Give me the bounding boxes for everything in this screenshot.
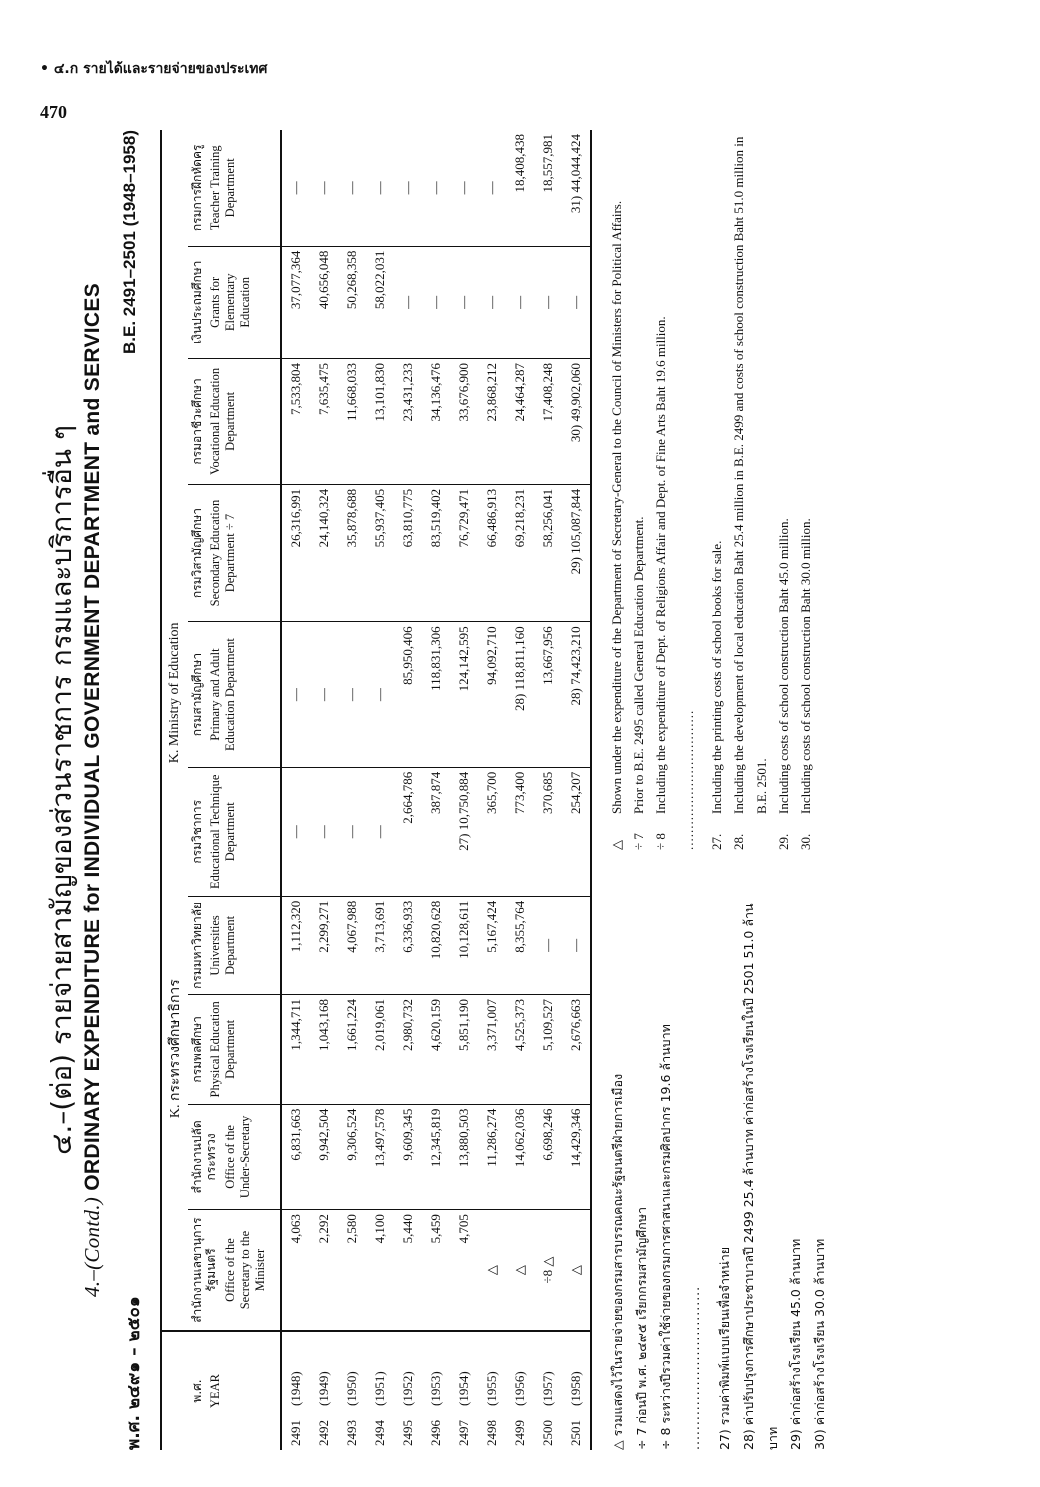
year-header-thai: พ.ศ.	[190, 1379, 204, 1403]
value-cell: ÷8 △	[534, 1210, 562, 1331]
value-cell: —	[478, 130, 506, 246]
title-english	[80, 130, 105, 1450]
value-cell: 11,668,033	[338, 358, 366, 484]
footnote-mark: 29.	[775, 833, 791, 850]
value-cell: 9,942,504	[310, 1104, 338, 1209]
footnote-mark: 28.	[731, 833, 747, 850]
value-cell: —	[450, 130, 478, 246]
column-header-english: Teacher Training Department	[208, 145, 238, 231]
footnote-text: Including the expenditure of Dept. of Religions Affair and Dept. of Fine Arts Baht 19.6 million.	[653, 316, 669, 814]
value-cell: 24,464,287	[506, 358, 534, 484]
column-header-english: Grants for Elementary Education	[208, 273, 253, 332]
year-ad: (1955)	[484, 1371, 499, 1406]
value-cell: 5,167,424	[478, 896, 506, 994]
column-header-10	[188, 130, 281, 246]
year-cell	[366, 1331, 394, 1450]
value-cell: 24,140,324	[310, 484, 338, 622]
column-header-row	[188, 130, 281, 1450]
value-cell: △	[562, 1210, 591, 1331]
value-cell: —	[562, 246, 591, 358]
table-row	[534, 130, 562, 1450]
value-cell: 29) 105,087,844	[562, 484, 591, 622]
year-cell	[422, 1331, 450, 1450]
footnote-text: Including costs of school construction Baht 30.0 million.	[797, 518, 813, 814]
value-cell: 37,077,364	[281, 246, 310, 358]
value-cell: 35,878,688	[338, 484, 366, 622]
period-thai: พ.ศ. ๒๔๙๑ – ๒๕๐๑	[124, 1296, 144, 1450]
value-cell: 18,557,981	[534, 130, 562, 246]
column-header-9	[188, 246, 281, 358]
value-cell: 63,810,775	[394, 484, 422, 622]
column-header-english: Office of the Under-Secretary	[222, 1115, 252, 1199]
footnote-mark: 30.	[797, 833, 813, 850]
ministry-english: K. Ministry of Education	[161, 130, 188, 767]
value-cell: 13,497,578	[366, 1104, 394, 1209]
year-ad: (1949)	[316, 1371, 331, 1406]
value-cell: —	[506, 246, 534, 358]
value-cell: —	[338, 767, 366, 896]
value-cell: —	[422, 246, 450, 358]
value-cell: —	[281, 767, 310, 896]
value-cell: 2,299,271	[310, 896, 338, 994]
value-cell: 2,292	[310, 1210, 338, 1331]
footnote-english	[706, 130, 728, 850]
value-cell: 23,868,212	[478, 358, 506, 484]
value-cell: 34,136,476	[422, 358, 450, 484]
year-ad: (1951)	[372, 1371, 387, 1406]
year-be: 2501	[568, 1420, 583, 1446]
value-cell: 30) 49,902,060	[562, 358, 591, 484]
footnote-thai: △ รวมแสดงไว้ในรายจ่ายของกรมสารบรรณคณะรัฐมนตรีฝ่ายการเมือง	[610, 1073, 625, 1450]
year-cell	[394, 1331, 422, 1450]
title-english-text: ORDINARY EXPENDITURE for INDIVIDUAL GOVERNMENT DEPARTMENT and SERVICES	[81, 282, 104, 1191]
year-cell	[450, 1331, 478, 1450]
footnote-english	[728, 130, 772, 850]
footnote-mark: ÷ 8	[653, 833, 669, 850]
value-cell: 5,459	[422, 1210, 450, 1331]
value-cell: 66,486,913	[478, 484, 506, 622]
value-cell: 6,698,246	[534, 1104, 562, 1209]
value-cell: 2,676,663	[562, 995, 591, 1105]
value-cell: 76,729,471	[450, 484, 478, 622]
footnote-thai: 29) ค่าก่อสร้างโรงเรียน 45.0 ล้านบาท	[788, 1238, 804, 1450]
footnote-english	[628, 130, 650, 850]
value-cell: 4,620,159	[422, 995, 450, 1105]
value-cell: 254,207	[562, 767, 591, 896]
title-contd: 4.–(Contd.)	[80, 1196, 104, 1298]
footnote-mark: △	[609, 840, 624, 850]
period-english: B.E. 2491–2501 (1948–1958)	[120, 130, 139, 355]
value-cell: 1,344,711	[281, 995, 310, 1105]
ministry-header-row	[161, 130, 188, 1450]
table-titles	[40, 130, 160, 1450]
value-cell: 9,306,524	[338, 1104, 366, 1209]
footnote-divider: .................................	[681, 709, 697, 850]
column-header-thai: กรมสามัญศึกษา	[190, 652, 204, 737]
footnote-english	[773, 130, 795, 850]
year-be: 2497	[456, 1420, 471, 1446]
value-cell: 94,092,710	[478, 622, 506, 767]
value-cell: 370,685	[534, 767, 562, 896]
value-cell: 4,067,988	[338, 896, 366, 994]
footnote-text: Including the development of local education Baht 25.4 million in B.E. 2499 and costs of school construction Baht 51.0 million in B.E. 2501.	[731, 136, 769, 814]
year-cell	[534, 1331, 562, 1450]
value-cell: 7,533,804	[281, 358, 310, 484]
value-cell: —	[534, 246, 562, 358]
value-cell: 4,705	[450, 1210, 478, 1331]
column-header-thai: กรมอาชีวะศึกษา	[190, 378, 204, 465]
table-body	[281, 130, 591, 1450]
footnote-divider: .................................	[687, 1285, 703, 1450]
footnote-text: Shown under the expenditure of the Department of Secretary-General to the Council of Ministers for Political Affairs.	[609, 200, 624, 814]
value-cell: 55,937,405	[366, 484, 394, 622]
footnote-thai: 27) รวมค่าพิมพ์แบบเรียนเพื่อจำหน่าย	[717, 1246, 732, 1450]
footnote-text: Prior to B.E. 2495 called General Education Department.	[631, 516, 647, 814]
year-be: 2500	[540, 1420, 555, 1446]
value-cell: 2,580	[338, 1210, 366, 1331]
value-cell: △	[506, 1210, 534, 1331]
value-cell: —	[310, 130, 338, 246]
value-cell: —	[394, 246, 422, 358]
year-be: 2491	[288, 1420, 303, 1446]
value-cell: 118,831,306	[422, 622, 450, 767]
column-header-thai: สำนักงานปลัดกระทรวง	[190, 1120, 219, 1194]
year-cell	[478, 1331, 506, 1450]
year-ad: (1953)	[428, 1371, 443, 1406]
value-cell: —	[310, 767, 338, 896]
footnote-thai: ÷ 8 ระหว่างปีรวมค่าใช้จ่ายของกรมการศาสนาและกรมศิลปากร 19.6 ล้านบาท	[657, 1024, 673, 1450]
value-cell: 2,980,732	[394, 995, 422, 1105]
value-cell: —	[310, 622, 338, 767]
column-header-thai: กรมวิสามัญศึกษา	[190, 508, 204, 599]
value-cell: —	[394, 130, 422, 246]
value-cell: 773,400	[506, 767, 534, 896]
value-cell: 17,408,248	[534, 358, 562, 484]
value-cell: 27) 10,750,884	[450, 767, 478, 896]
column-header-thai: สำนักงานเลขานุการรัฐมนตรี	[190, 1217, 219, 1323]
column-header-2	[188, 1104, 281, 1209]
value-cell: 83,519,402	[422, 484, 450, 622]
value-cell: △	[478, 1210, 506, 1331]
footnote-english	[650, 130, 672, 850]
value-cell: 8,355,764	[506, 896, 534, 994]
value-cell: 5,440	[394, 1210, 422, 1331]
value-cell: —	[562, 896, 591, 994]
title-thai: ๔.–(ต่อ) รายจ่ายสามัญของส่วนราชการ กรมและบริการอื่น ๆ	[45, 425, 78, 1155]
value-cell: 28) 118,811,160	[506, 622, 534, 767]
column-header-thai: กรมวิชาการ	[190, 799, 204, 864]
value-cell: 69,218,231	[506, 484, 534, 622]
year-be: 2494	[372, 1420, 387, 1446]
column-header-5	[188, 767, 281, 896]
table-row	[506, 130, 534, 1450]
value-cell: 3,371,007	[478, 995, 506, 1105]
column-header-6	[188, 622, 281, 767]
table-row	[338, 130, 366, 1450]
value-cell: 9,609,345	[394, 1104, 422, 1209]
expenditure-table	[160, 130, 592, 1450]
year-cell	[338, 1331, 366, 1450]
year-ad: (1954)	[456, 1371, 471, 1406]
value-cell: —	[281, 622, 310, 767]
footnote-mark: 27.	[709, 833, 725, 850]
footnote-english	[795, 130, 817, 850]
column-header-english: Universities Department	[208, 915, 238, 976]
value-cell: 31) 44,044,424	[562, 130, 591, 246]
value-cell: 14,062,036	[506, 1104, 534, 1209]
year-ad: (1956)	[512, 1371, 527, 1406]
column-header-english: Vocational Education Department	[208, 367, 238, 475]
year-ad: (1950)	[344, 1371, 359, 1406]
value-cell: 4,063	[281, 1210, 310, 1331]
value-cell: 3,713,691	[366, 896, 394, 994]
footnotes-english	[606, 130, 817, 850]
column-header-1	[188, 1210, 281, 1331]
value-cell: 58,022,031	[366, 246, 394, 358]
footnotes-thai	[606, 890, 832, 1450]
value-cell: 5,851,190	[450, 995, 478, 1105]
value-cell: 50,268,358	[338, 246, 366, 358]
value-cell: 6,831,663	[281, 1104, 310, 1209]
table-row	[422, 130, 450, 1450]
value-cell: —	[366, 130, 394, 246]
page-number: 470	[40, 102, 67, 122]
value-cell: 14,429,346	[562, 1104, 591, 1209]
value-cell: 13,880,503	[450, 1104, 478, 1209]
value-cell: —	[478, 246, 506, 358]
year-cell	[562, 1331, 591, 1450]
table-row	[310, 130, 338, 1450]
footnote-mark: ÷ 7	[631, 833, 647, 850]
year-ad: (1957)	[540, 1371, 555, 1406]
year-be: 2499	[512, 1420, 527, 1446]
year-cell	[310, 1331, 338, 1450]
section-header: • ๔.ก รายได้และรายจ่ายของประเทศ	[40, 61, 268, 77]
column-header-3	[188, 995, 281, 1105]
year-ad: (1958)	[568, 1371, 583, 1406]
value-cell: 365,700	[478, 767, 506, 896]
value-cell: 2,664,786	[394, 767, 422, 896]
year-be: 2495	[400, 1420, 415, 1446]
column-header-english: Primary and Adult Education Department	[208, 638, 238, 751]
year-be: 2492	[316, 1420, 331, 1446]
column-header-7	[188, 484, 281, 622]
table-row	[562, 130, 591, 1450]
value-cell: 33,676,900	[450, 358, 478, 484]
value-cell: 12,345,819	[422, 1104, 450, 1209]
footnote-thai: ÷ 7 ก่อนปี พ.ศ. ๒๔๙๕ เรียกกรมสามัญศึกษา	[633, 1207, 649, 1450]
ministry-thai: K. กระทรวงศึกษาธิการ	[161, 767, 188, 1331]
column-header-4	[188, 896, 281, 994]
value-cell: 28) 74,423,210	[562, 622, 591, 767]
year-be: 2493	[344, 1420, 359, 1446]
column-header-english: Secondary Education Department ÷ 7	[208, 499, 238, 607]
value-cell: 6,336,933	[394, 896, 422, 994]
year-ad: (1952)	[400, 1371, 415, 1406]
value-cell: 2,019,061	[366, 995, 394, 1105]
value-cell: 40,656,048	[310, 246, 338, 358]
table-row	[366, 130, 394, 1450]
table-row	[450, 130, 478, 1450]
year-ad: (1948)	[288, 1371, 303, 1406]
footnote-text: Including the printing costs of school books for sale.	[709, 540, 725, 814]
year-header	[188, 1331, 281, 1450]
value-cell: 1,112,320	[281, 896, 310, 994]
value-cell: —	[450, 246, 478, 358]
value-cell: —	[338, 130, 366, 246]
rotated-table-page	[40, 130, 870, 1450]
year-be: 2496	[428, 1420, 443, 1446]
value-cell: 1,043,168	[310, 995, 338, 1105]
value-cell: 23,431,233	[394, 358, 422, 484]
value-cell: 13,101,830	[366, 358, 394, 484]
value-cell: —	[281, 130, 310, 246]
value-cell: 13,667,956	[534, 622, 562, 767]
value-cell: 26,316,991	[281, 484, 310, 622]
value-cell: —	[422, 130, 450, 246]
value-cell: 1,661,224	[338, 995, 366, 1105]
value-cell: 18,408,438	[506, 130, 534, 246]
column-header-thai: เงินประถมศึกษา	[190, 260, 204, 344]
table-row	[478, 130, 506, 1450]
value-cell: —	[534, 896, 562, 994]
value-cell: —	[366, 622, 394, 767]
value-cell: 85,950,406	[394, 622, 422, 767]
column-header-thai: กรมการฝึกหัดครู	[190, 144, 204, 232]
ministry-spacer	[161, 1331, 188, 1450]
value-cell: 5,109,527	[534, 995, 562, 1105]
value-cell: 10,128,611	[450, 896, 478, 994]
value-cell: 11,286,274	[478, 1104, 506, 1209]
column-header-thai: กรมพลศึกษา	[190, 1016, 204, 1083]
value-cell: 10,820,628	[422, 896, 450, 994]
year-header-english: YEAR	[208, 1373, 223, 1409]
value-cell: 4,100	[366, 1210, 394, 1331]
table-row	[394, 130, 422, 1450]
column-header-thai: กรมมหาวิทยาลัย	[190, 901, 204, 989]
footnote-text: Including costs of school construction Baht 45.0 million.	[775, 518, 791, 814]
value-cell: —	[366, 767, 394, 896]
column-header-8	[188, 358, 281, 484]
column-header-english: Physical Education Department	[208, 1001, 238, 1098]
footnote-english	[606, 130, 628, 850]
value-cell: —	[338, 622, 366, 767]
year-cell	[506, 1331, 534, 1450]
footnote-thai: 30) ค่าก่อสร้างโรงเรียน 30.0 ล้านบาท	[812, 1238, 827, 1450]
year-be: 2498	[484, 1420, 499, 1446]
table-row	[281, 130, 310, 1450]
value-cell: 387,874	[422, 767, 450, 896]
year-cell	[281, 1331, 310, 1450]
column-header-english: Educational Technique Department	[208, 774, 238, 889]
value-cell: 58,256,041	[534, 484, 562, 622]
value-cell: 4,525,373	[506, 995, 534, 1105]
value-cell: 7,635,475	[310, 358, 338, 484]
column-header-english: Office of the Secretary to the Minister	[222, 1230, 267, 1310]
value-cell: 124,142,595	[450, 622, 478, 767]
footnote-thai: 28) ค่าปรับปรุงการศึกษาประชาบาลปี 2499 25.4 ล้านบาท ค่าก่อสร้างโรงเรียนในปี 2501 51.0 ล้านบาท	[740, 903, 780, 1450]
